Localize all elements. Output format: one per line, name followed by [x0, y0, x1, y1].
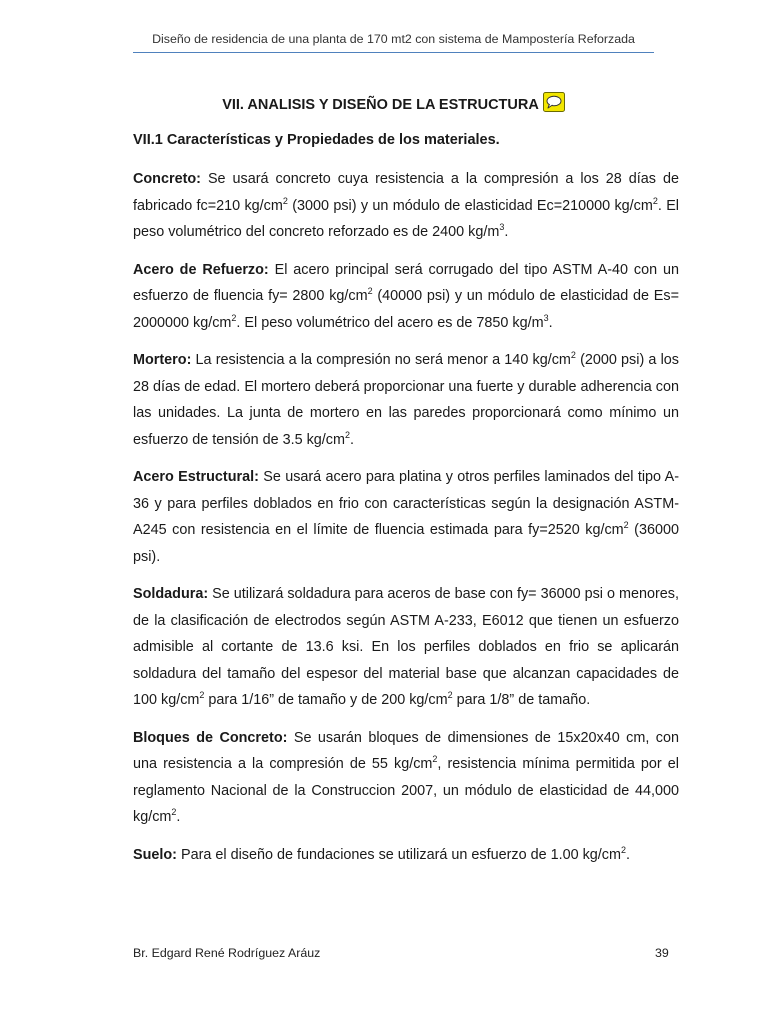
paragraph-text: (40000 psi) y un módulo de elasticidad de Es= 2000000 kg/cm: [133, 288, 679, 331]
superscript: 3: [543, 312, 549, 323]
paragraph-text: .: [625, 846, 630, 863]
superscript: 2: [367, 286, 373, 296]
page-number: 39: [655, 946, 669, 960]
superscript: 2: [623, 520, 629, 530]
paragraph-text: .: [350, 431, 355, 448]
paragraph-text: Se usará acero para platina y otros perfiles laminados del tipo A-36 y para perfiles doblados en frio con características según la designación ASTM-A245 con resistencia en el límite de fluencia estimada para fy=2520 kg/cm: [133, 469, 679, 538]
paragraph-acero-estructural: [133, 464, 679, 570]
paragraph-label: Soldadura:: [133, 586, 209, 602]
paragraph-text: La resistencia a la compresión no será menor a 140 kg/cm: [191, 352, 571, 368]
superscript: 2: [432, 754, 438, 764]
paragraph-text: para 1/8” de tamaño.: [452, 692, 591, 708]
superscript: 2: [231, 312, 237, 323]
paragraph-suelo: [133, 842, 679, 869]
paragraph-label: Mortero:: [133, 352, 192, 368]
paragraph-text: El acero principal será corrugado del tipo ASTM A-40 con un esfuerzo de fluencia fy= 2800 kg/cm: [133, 261, 679, 304]
paragraph-acero-refuerzo: [133, 257, 679, 337]
paragraph-text: (2000 psi) a los 28 días de edad. El mortero deberá proporcionar una fuerte y durable adherencia con las unidades. La junta de mortero en las paredes proporcionará como mínimo un esfuerzo de tensión de 3.5 kg/cm: [133, 352, 679, 448]
superscript: 2: [652, 195, 658, 206]
superscript: 2: [171, 807, 177, 817]
paragraph-text: , resistencia mínima permitida por el reglamento Nacional de la Construccion 2007, un módulo de elasticidad de 44,000 kg/cm: [133, 756, 680, 825]
paragraph-text: Para el diseño de fundaciones se utilizará un esfuerzo de 1.00 kg/cm: [176, 846, 621, 863]
content-body: [133, 166, 679, 879]
paragraph-label: Acero de Refuerzo:: [133, 261, 269, 278]
superscript: 2: [345, 429, 351, 440]
superscript: 3: [499, 222, 505, 232]
paragraph-text: . El peso volumétrico del concreto reforzado es de 2400 kg/m: [133, 197, 680, 240]
section-title: VII.1 Características y Propiedades de los materiales.: [133, 132, 500, 148]
comment-icon[interactable]: [543, 92, 565, 112]
superscript: 2: [570, 350, 576, 360]
chapter-title-text: VII. ANALISIS Y DISEÑO DE LA ESTRUCTURA: [222, 97, 539, 113]
paragraph-text: para 1/16” de tamaño y de 200 kg/cm: [204, 692, 448, 708]
superscript: 2: [620, 844, 626, 855]
header-rule: [133, 52, 654, 53]
paragraph-text: .: [176, 809, 181, 825]
paragraph-text: Se utilizará soldadura para aceros de base con fy= 36000 psi o menores, de la clasificación de electrodos según ASTM A-233, E6012 que tienen un esfuerzo admisible al cortante de 13.6 ksi. En los perfiles doblados en frio se aplicarán soldadura del tamaño del espesor del material base que alcanzan capacidades de 100 kg/cm: [133, 586, 679, 708]
superscript: 2: [447, 690, 453, 700]
paragraph-soldadura: [133, 581, 679, 714]
paragraph-text: Se usará concreto cuya resistencia a la compresión a los 28 días de fabricado fc=210 kg/cm: [133, 171, 679, 214]
paragraph-label: Concreto:: [133, 171, 201, 187]
paragraph-bloques-concreto: [133, 725, 679, 831]
paragraph-mortero: [133, 347, 679, 453]
paragraph-text: . El peso volumétrico del acero es de 7850 kg/m: [236, 314, 544, 331]
paragraph-label: Bloques de Concreto:: [133, 729, 288, 746]
paragraph-concreto: [133, 166, 679, 246]
paragraph-text: (36000 psi).: [133, 522, 679, 565]
paragraph-label: Suelo:: [133, 846, 177, 863]
page-header: Diseño de residencia de una planta de 170 mt2 con sistema de Mampostería Reforzada: [152, 32, 635, 46]
paragraph-text: Se usarán bloques de dimensiones de 15x20x40 cm, con una resistencia a la compresión de 55 kg/cm: [133, 729, 679, 772]
footer-author: Br. Edgard René Rodríguez Aráuz: [133, 946, 321, 960]
paragraph-text: .: [548, 314, 553, 331]
paragraph-text: .: [504, 224, 509, 240]
superscript: 2: [282, 195, 288, 206]
superscript: 2: [199, 690, 205, 700]
paragraph-text: (3000 psi) y un módulo de elasticidad Ec=210000 kg/cm: [287, 197, 653, 214]
paragraph-label: Acero Estructural:: [133, 469, 259, 485]
chapter-title: [133, 92, 654, 113]
